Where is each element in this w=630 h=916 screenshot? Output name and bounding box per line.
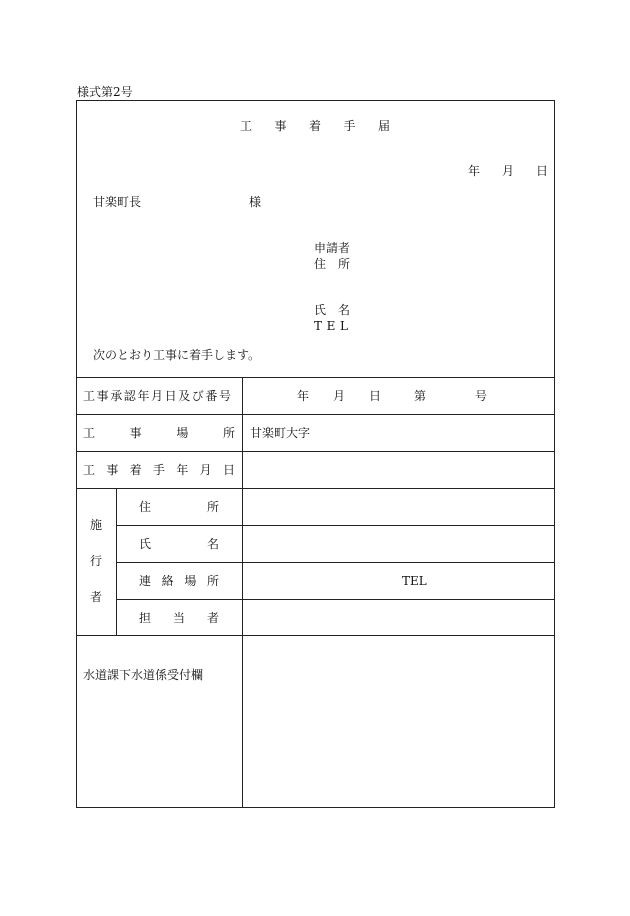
title-char: 手 — [343, 119, 356, 133]
form-number: 様式第2号 — [77, 85, 133, 99]
row-divider — [116, 599, 555, 600]
location-value: 甘楽町大字 — [250, 426, 311, 440]
form-title — [240, 120, 390, 132]
row-divider — [76, 451, 555, 452]
contractor-contact-tel: TEL — [402, 574, 427, 588]
title-char: 届 — [377, 119, 390, 133]
date-month: 月 — [501, 164, 514, 178]
row-divider — [116, 562, 555, 563]
contractor-contact-label: 連 絡 場 所 — [139, 574, 219, 588]
row-divider — [76, 488, 555, 489]
approval-month: 月 — [333, 389, 346, 403]
title-char: 工 — [240, 119, 253, 133]
date-day: 日 — [535, 164, 548, 178]
title-char: 事 — [274, 119, 287, 133]
addressee-honorific: 様 — [249, 195, 262, 209]
approval-day: 日 — [369, 389, 382, 403]
contractor-person-label: 担 当 者 — [139, 611, 219, 625]
approval-label: 工事承認年月日及び番号 — [83, 389, 233, 403]
column-divider — [116, 488, 117, 635]
row-divider — [116, 525, 555, 526]
date-year: 年 — [468, 164, 481, 178]
intro-text: 次のとおり工事に着手します。 — [93, 348, 261, 362]
start-date-label: 工 事 着 手 年 月 日 — [83, 463, 235, 477]
column-divider — [242, 377, 243, 808]
addressee-name: 甘楽町長 — [93, 195, 142, 209]
contractor-address-label: 住 所 — [139, 500, 219, 514]
row-divider — [76, 635, 555, 636]
approval-year: 年 — [297, 389, 310, 403]
date-line — [468, 165, 548, 177]
applicant-label: 申請者 — [314, 241, 351, 255]
form-frame — [76, 100, 555, 808]
reception-label: 水道課下水道係受付欄 — [83, 668, 204, 682]
applicant-address-label: 住 所 — [314, 257, 350, 271]
location-label: 工 事 場 所 — [83, 426, 235, 440]
approval-number-suffix: 号 — [475, 389, 488, 403]
title-char: 着 — [308, 119, 321, 133]
contractor-name-label: 氏 名 — [139, 537, 219, 551]
contractor-group-label: 施 行 者 — [89, 518, 102, 604]
approval-number-prefix: 第 — [414, 389, 427, 403]
row-divider — [76, 414, 555, 415]
applicant-tel-label: T E L — [314, 319, 348, 333]
row-divider — [76, 377, 555, 378]
applicant-name-label: 氏 名 — [314, 303, 350, 317]
